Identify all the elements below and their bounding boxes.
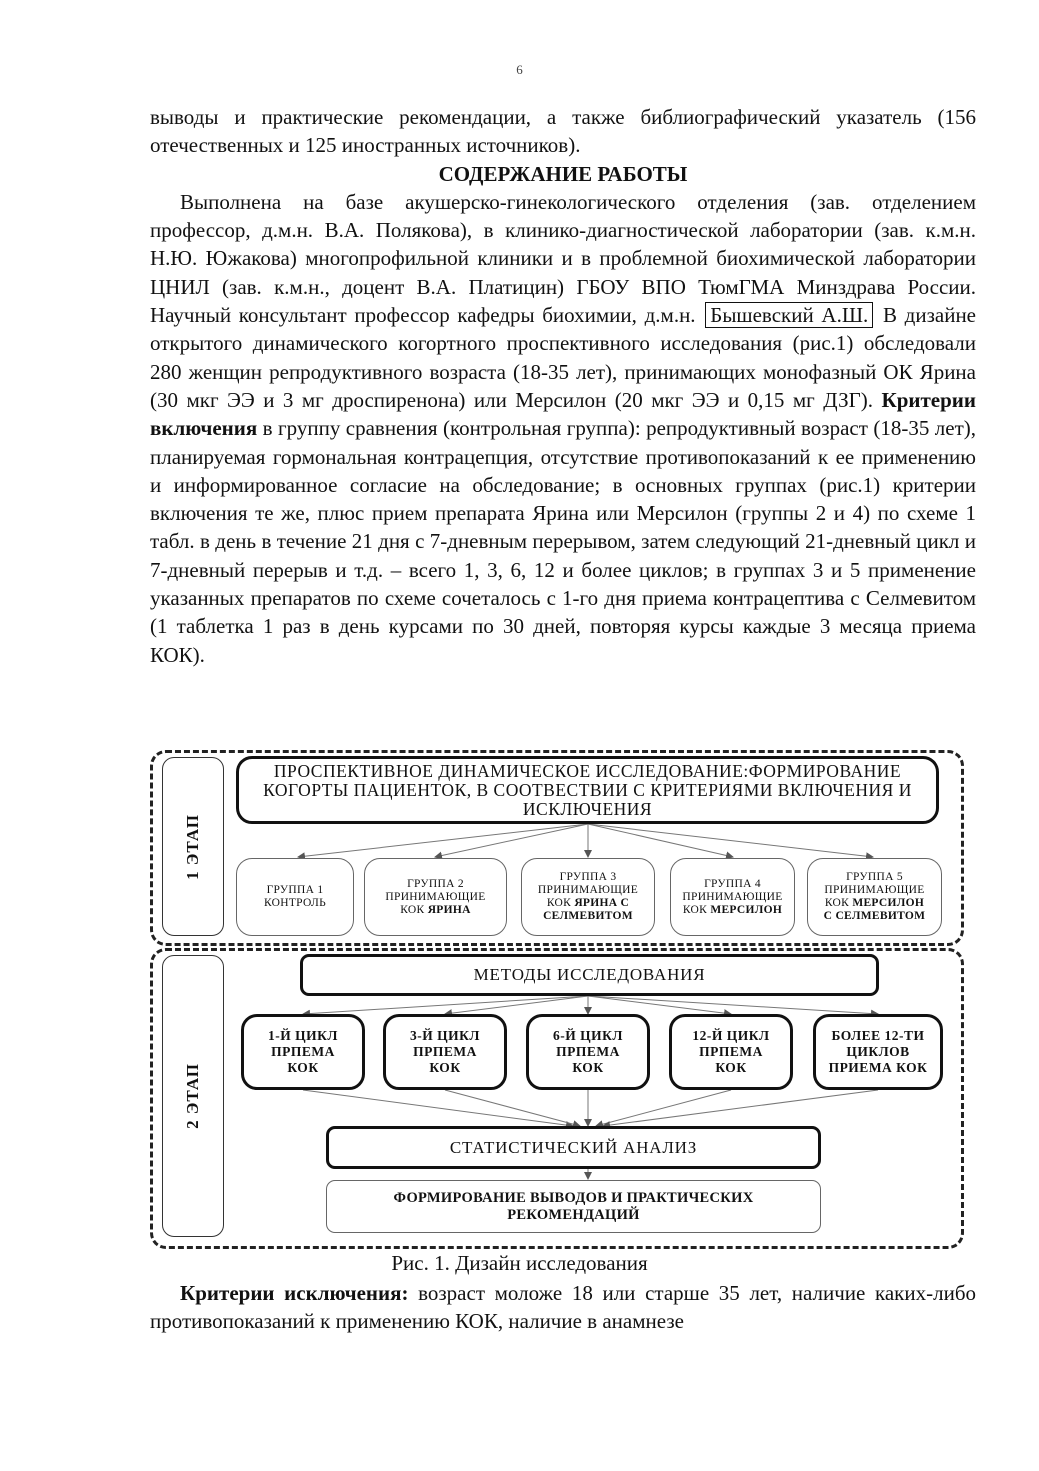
group-2-drug: ЯРИНА — [427, 903, 471, 916]
cycle-12plus-line1: БОЛЕЕ 12-ТИ — [831, 1028, 925, 1043]
stage-2-label: 2 ЭТАП — [183, 1063, 203, 1129]
cycle-12-line2: ПРПЕМА — [699, 1044, 763, 1059]
boxed-name: Бышевский А.Ш. — [705, 302, 873, 328]
group-5-line2: ПРИНИМАЮЩИЕ — [824, 884, 925, 896]
exclusion-paragraph — [150, 1279, 976, 1336]
group-4-line2: ПРИНИМАЮЩИЕ — [682, 890, 783, 903]
arrow-to-group-2 — [435, 824, 588, 857]
methods-text-3: в группу сравнения (контрольная группа): репродуктивный возраст (18-35 лет), планируемая гормональная контрацепция, отсутствие противопоказаний к ее применению и информированное согласие на обследование; в основных группах (рис.1) критерии включения те же, плюс прием препарата Ярина или Мерсилон (группы 2 и 4) по схеме 1 табл. в день в течение 21 дня с 7-дневным перерывом, затем следующий 21-дневный цикл и 7-дневный перерыв и т.д. – всего 1, 3, 6, 12 и более циклов; в группах 3 и 5 применение указанных препаратов по схеме сочеталось с 1-го дня приема контрацептива с Селмевитом (1 таблетка 1 раз в день курсами по 30 дней, повторяя курсы каждые 3 месяца приема КОК). — [150, 416, 976, 667]
cycle-12-line1: 12-Й ЦИКЛ — [692, 1028, 770, 1043]
cycle-3-line1: 3-Й ЦИКЛ — [410, 1028, 480, 1043]
cycle-12plus-line2: ЦИКЛОВ — [846, 1044, 910, 1059]
group-1-line2: КОНТРОЛЬ — [263, 897, 327, 909]
group-2-line2: ПРИНИМАЮЩИЕ — [385, 890, 486, 903]
cycle-6-line2: ПРПЕМА — [556, 1044, 620, 1059]
methods-paragraph — [150, 188, 976, 669]
cycle-12plus-box — [813, 1014, 943, 1090]
arrow-cycle-12plus-to-stats — [603, 1090, 878, 1126]
arrow-to-cycle-12 — [588, 996, 731, 1014]
inclusion-criteria-label: Критерии включения — [150, 387, 976, 441]
group-3-line3: КОК — [546, 897, 572, 909]
arrow-to-cycle-1 — [303, 996, 588, 1014]
group-5-drug: МЕРСИЛОН — [852, 897, 925, 909]
group-2-box — [364, 858, 507, 936]
cycle-3-line3: КОК — [429, 1060, 461, 1075]
cycle-1-line1: 1-Й ЦИКЛ — [268, 1028, 338, 1043]
cycle-1-line2: ПРПЕМА — [271, 1044, 335, 1059]
conclusions-text: ФОРМИРОВАНИЕ ВЫВОДОВ И ПРАКТИЧЕСКИХ РЕКОМЕНДАЦИЙ — [393, 1189, 754, 1223]
conclusions-box — [326, 1180, 821, 1233]
methods-text-1: Выполнена на базе акушерско-гинекологического отделения (зав. отделением профессор, д.м.н. В.А. Полякова), в клинико-диагностической лаборатории (зав. к.м.н. Н.Ю. Южакова) многопрофильной клиники и в проблемной биохимической лаборатории ЦНИЛ (зав. к.м.н., доцент В.А. Платицин) ГБОУ ВПО ТюмГМА Минздрава России. Научный консультант профессор кафедры биохимии, д.м.н. — [150, 189, 976, 328]
group-2-line1: ГРУППА 2 — [407, 877, 464, 890]
figure-caption: Рис. 1. Дизайн исследования — [391, 1251, 648, 1275]
statistics-box — [326, 1126, 821, 1169]
group-3-box — [521, 858, 655, 936]
exclusion-criteria-label: Критерии исключения: — [180, 1281, 409, 1305]
group-5-box — [807, 858, 942, 936]
cycle-12plus-line3: ПРИЕМА КОК — [828, 1060, 928, 1075]
stage-1-label: 1 ЭТАП — [183, 813, 203, 880]
arrow-cycle-12-to-stats — [596, 1090, 731, 1126]
group-3-line4: СЕЛМЕВИТОМ — [543, 910, 633, 922]
group-4-line1: ГРУППА 4 — [704, 877, 761, 890]
group-1-line1: ГРУППА 1 — [266, 884, 324, 896]
group-4-box — [670, 858, 795, 936]
group-3-line1: ГРУППА 3 — [559, 871, 617, 883]
cycle-12-line3: КОК — [715, 1060, 747, 1075]
group-5-line4: С СЕЛМЕВИТОМ — [823, 910, 926, 922]
group-2-line3: КОК — [400, 903, 425, 916]
methods-text: МЕТОДЫ ИССЛЕДОВАНИЯ — [473, 965, 706, 984]
statistics-text: СТАТИСТИЧЕСКИЙ АНАЛИЗ — [449, 1137, 698, 1157]
arrow-to-cycle-3 — [445, 996, 588, 1014]
group-4-drug: МЕРСИЛОН — [710, 903, 783, 916]
exclusion-block — [150, 1279, 976, 1336]
cycle-3-box — [383, 1014, 507, 1090]
cohort-formation-box — [236, 756, 939, 824]
main-text — [150, 103, 976, 669]
cycle-6-line3: КОК — [572, 1060, 604, 1075]
group-1-box — [236, 858, 354, 936]
arrow-to-group-4 — [588, 824, 733, 857]
exclusion-text: возраст моложе 18 или старше 35 лет, наличие каких-либо противопоказаний к применению КОК, наличие в анамнезе — [150, 1281, 977, 1334]
group-5-line1: ГРУППА 5 — [846, 871, 903, 883]
cycle-6-box — [526, 1014, 650, 1090]
group-3-line2: ПРИНИМАЮЩИЕ — [537, 884, 639, 896]
continuation-paragraph: выводы и практические рекомендации, а также библиографический указатель (156 отечественных и 125 иностранных источников). — [150, 105, 976, 158]
cohort-formation-text: ПРОСПЕКТИВНОЕ ДИНАМИЧЕСКОЕ ИССЛЕДОВАНИЕ:ФОРМИРОВАНИЕ КОГОРТЫ ПАЦИЕНТОК, В СООТВЕСТВИИ С КРИТЕРИЯМИ ВКЛЮЧЕНИЯ И ИСКЛЮЧЕНИЯ — [263, 760, 912, 819]
arrow-cycle-1-to-stats — [303, 1090, 573, 1126]
cycle-3-line2: ПРПЕМА — [413, 1044, 477, 1059]
cycle-6-line1: 6-Й ЦИКЛ — [553, 1028, 623, 1043]
methods-box — [300, 954, 879, 996]
arrow-to-group-5 — [588, 824, 873, 857]
methods-text-2: В дизайне открытого динамического когортного проспективного исследования (рис.1) обследовали 280 женщин репродуктивного возраста (18-35 лет), принимающих монофазный ОК Ярина (30 мкг ЭЭ и 3 мг дроспиренона) или Мерсилон (20 мкг ЭЭ и 0,15 мг ДЗГ). — [150, 303, 977, 412]
cycle-1-box — [241, 1014, 365, 1090]
arrow-to-group-1 — [298, 824, 588, 857]
arrow-cycle-3-to-stats — [445, 1090, 580, 1126]
group-3-drug: ЯРИНА С — [574, 897, 630, 909]
page-number: 6 — [516, 62, 523, 77]
group-4-line3: КОК — [682, 903, 708, 916]
group-5-line3: КОК — [824, 897, 850, 909]
arrow-to-cycle-12plus — [588, 996, 878, 1014]
cycle-12-box — [669, 1014, 793, 1090]
section-title: СОДЕРЖАНИЕ РАБОТЫ — [438, 161, 688, 186]
cycle-1-line3: КОК — [287, 1060, 319, 1075]
study-design-diagram — [148, 748, 964, 1248]
